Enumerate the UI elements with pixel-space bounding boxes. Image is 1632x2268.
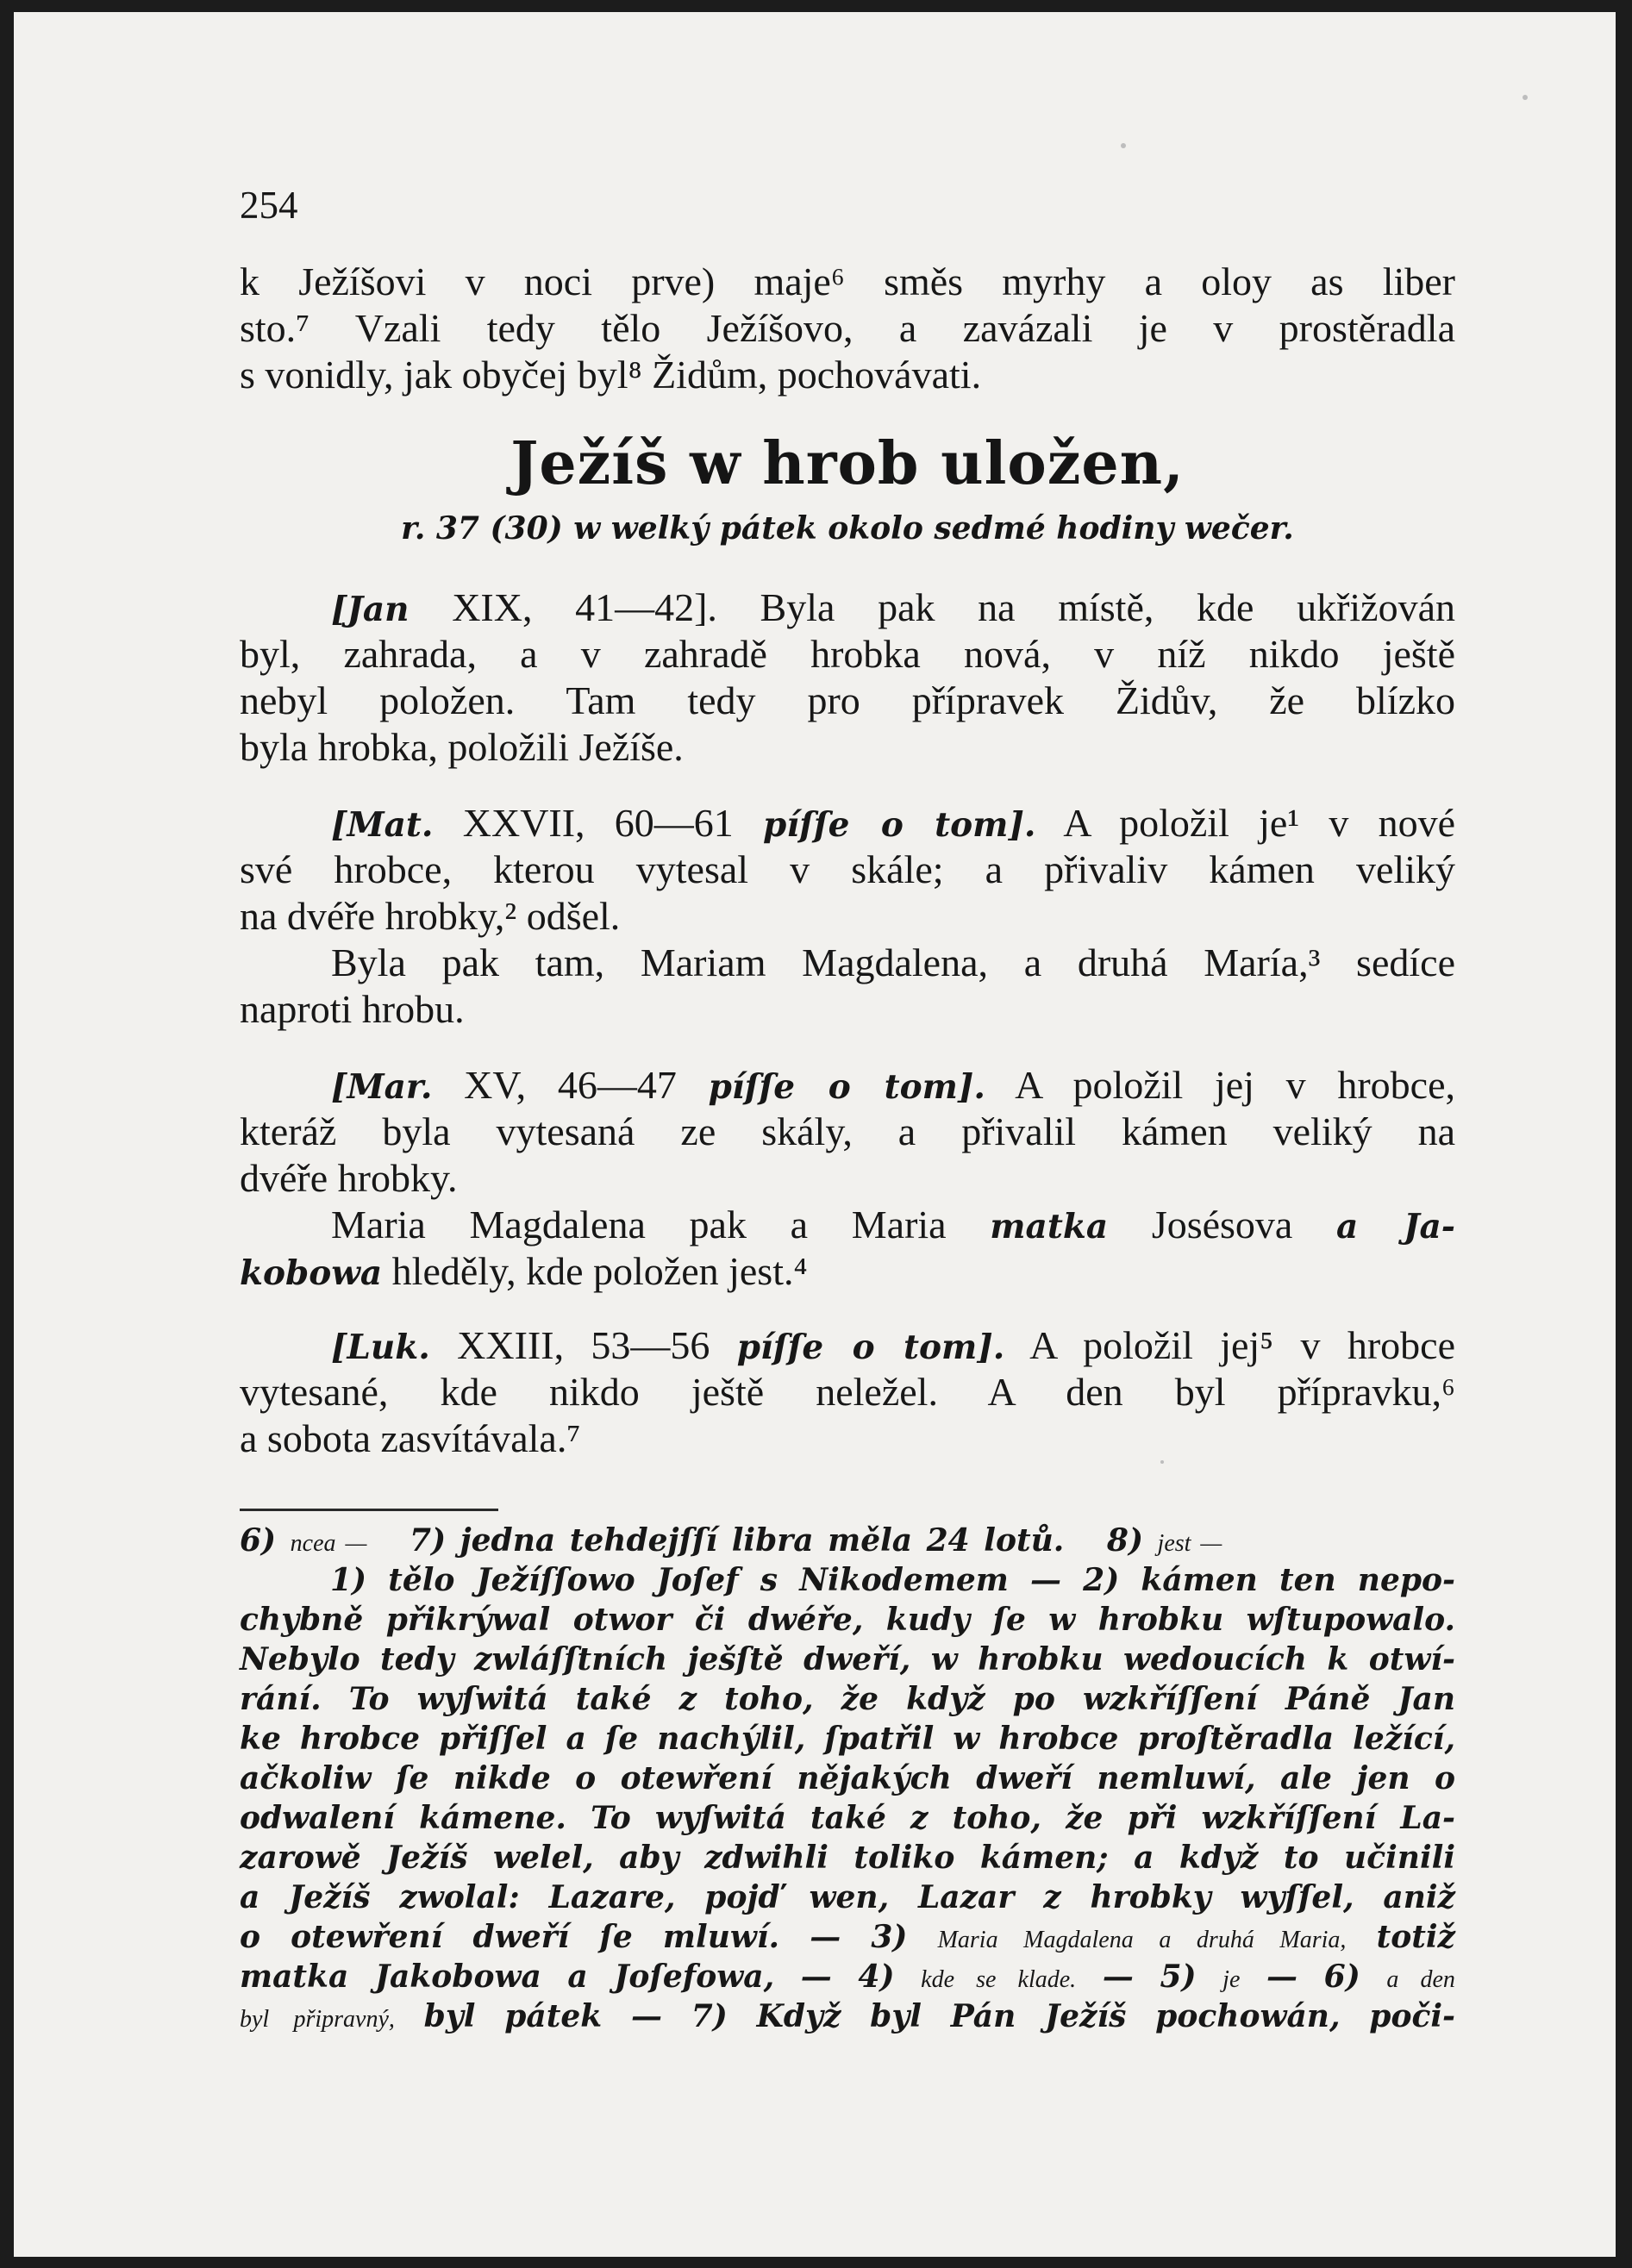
paragraph-mar xyxy=(240,1062,1455,1295)
text-line: dvéře hrobky. xyxy=(240,1156,458,1200)
footnote-text: totiž xyxy=(1376,1919,1455,1955)
text-line: na dvéře hrobky,² odšel. xyxy=(240,894,621,938)
footnote-line: 1) tělo Ježíſſowo Joſef s Nikodemem — 2) kámen ten nepo- xyxy=(330,1562,1455,1598)
speck-mark xyxy=(1523,95,1528,100)
fraktur-word: kobowa xyxy=(240,1253,383,1293)
footnote-text: 7) jedna tehdejſſí libra měla 24 lotů. xyxy=(410,1522,1065,1559)
intro-text xyxy=(240,259,1455,398)
footnote-text: — 6) xyxy=(1266,1959,1360,1995)
citation-ref: [Luk. xyxy=(331,1328,430,1367)
paragraph-mat xyxy=(240,800,1455,1033)
text-line xyxy=(240,1322,1455,1369)
text-line: s vonidly, jak obyčej byl⁸ Židům, pochovávati. xyxy=(240,353,982,397)
footnote-line: a Ježíš zwolal: Lazare, pojď wen, Lazar z hrobky wyſſel, aniž xyxy=(240,1879,1455,1915)
footnotes xyxy=(240,1521,1455,2036)
line-text: hleděly, kde položen jest.⁴ xyxy=(391,1249,808,1293)
text-line: vytesané, kde nikdo ještě neležel. A den byl přípravku,⁶ xyxy=(240,1370,1455,1414)
line-text: Josésova xyxy=(1151,1203,1293,1246)
footnote-line xyxy=(240,1957,1455,1996)
footnote-gloss: je xyxy=(1222,1966,1241,1993)
text-line: a sobota zasvítávala.⁷ xyxy=(240,1416,581,1460)
citation-tail: píſſe o tom]. xyxy=(708,1067,985,1107)
citation-numbers: XV, 46—47 xyxy=(464,1063,677,1107)
footnote-line: Nebylo tedy zwláſſtních ješſtě dweří, w hrobku wedoucích k otwí- xyxy=(240,1641,1455,1678)
footnote-text: jest — xyxy=(1157,1530,1222,1557)
footnote-text: — 5) xyxy=(1102,1959,1197,1995)
text-line: kteráž byla vytesaná ze skály, a přivalil kámen veliký na xyxy=(240,1109,1455,1153)
text-line: byla hrobka, položili Ježíše. xyxy=(240,725,684,769)
footnote-line xyxy=(240,1521,1455,1560)
line-text: A položil je¹ v nové xyxy=(1063,801,1456,845)
fraktur-word: matka xyxy=(990,1207,1109,1246)
text-line: sto.⁷ Vzali tedy tělo Ježíšovo, a zavázali je v prostěradla xyxy=(240,306,1455,350)
fraktur-word: a Ja- xyxy=(1336,1207,1455,1246)
footnote-line xyxy=(240,1917,1455,1957)
text-line xyxy=(240,584,1455,631)
speck-mark xyxy=(1121,143,1126,148)
footnote-text: matka Jakobowa a Joſefowa, — 4) xyxy=(240,1959,895,1995)
citation-tail: píſſe o tom]. xyxy=(763,805,1036,845)
footnote-text: o otewření dweří ſe mluwí. — 3) xyxy=(240,1919,908,1955)
footnote-gloss: a den xyxy=(1386,1966,1455,1993)
footnote-line: odwalení kámene. To wyſwitá také z toho, že při wzkříſſení La- xyxy=(240,1800,1455,1836)
citation-tail: píſſe o tom]. xyxy=(736,1328,1005,1367)
footnote-divider xyxy=(240,1509,498,1511)
text-line: nebyl položen. Tam tedy pro přípravek Židův, že blízko xyxy=(240,678,1455,722)
paragraph-luk xyxy=(240,1322,1455,1462)
footnote-text: ncea — xyxy=(290,1530,367,1557)
citation-numbers: XXIII, 53—56 xyxy=(457,1323,710,1367)
citation-ref: [Mat. xyxy=(331,805,434,845)
line-text: A položil jej⁵ v hrobce xyxy=(1029,1323,1456,1367)
footnote-line: rání. To wyſwitá také z toho, že když po wzkříſſení Páně Jan xyxy=(240,1681,1455,1717)
footnote-line: chybně přikrýwal otwor či dwéře, kudy ſe w hrobku wſtupowalo. xyxy=(240,1602,1455,1638)
text-line xyxy=(240,800,1455,847)
footnote-line: zarowě Ježíš welel, aby zdwihli toliko kámen; a když to učinili xyxy=(240,1840,1455,1876)
text-line: k Ježíšovi v noci prve) maje⁶ směs myrhy a oloy as liber xyxy=(240,259,1455,303)
text-line: naproti hrobu. xyxy=(240,987,465,1031)
text-line xyxy=(240,1202,1455,1248)
line-text: XIX, 41—42]. Byla pak na místě, kde ukřižován xyxy=(452,585,1455,629)
footnote-number: 6) xyxy=(240,1522,277,1559)
footnote-gloss: Maria Magdalena a druhá Maria, xyxy=(937,1927,1347,1953)
footnote-line: ke hrobce přiſſel a ſe nachýlil, ſpatřil w hrobce proſtěradla ležící, xyxy=(240,1721,1455,1757)
footnote-line: ačkoliw ſe nikde o otewření nějakých dweří nemluwí, ale jen o xyxy=(240,1760,1455,1796)
citation-numbers: XXVII, 60—61 xyxy=(462,801,734,845)
footnote-gloss: kde se klade. xyxy=(921,1966,1077,1993)
footnote-number: 8) xyxy=(1106,1522,1143,1559)
text-line: byl, zahrada, a v zahradě hrobka nová, v níž nikdo ještě xyxy=(240,632,1455,676)
footnote-gloss: byl připravný, xyxy=(240,2006,395,2033)
footnote-line xyxy=(240,1996,1455,2036)
text-line: Byla pak tam, Mariam Magdalena, a druhá María,³ sedíce xyxy=(331,940,1455,984)
line-text: A položil jej v hrobce, xyxy=(1015,1063,1455,1107)
page-number: 254 xyxy=(240,184,298,227)
text-line xyxy=(240,1062,1455,1109)
text-line: své hrobce, kterou vytesal v skále; a přivaliv kámen veliký xyxy=(240,847,1455,891)
section-subtitle: r. 37 (30) w welký pátek okolo sedmé hodiny wečer. xyxy=(401,510,1294,547)
line-text: Maria Magdalena pak a Maria xyxy=(331,1203,947,1246)
footnote-text: byl pátek — 7) Když byl Pán Ježíš pochowán, poči- xyxy=(423,1998,1455,2034)
citation-ref: [Mar. xyxy=(331,1067,433,1107)
citation-ref: [Jan xyxy=(331,590,410,629)
scanned-page xyxy=(14,12,1616,2257)
section-title: Ježíš w hrob uložen, xyxy=(510,429,1185,498)
text-line xyxy=(240,1248,1455,1295)
paragraph-jan xyxy=(240,584,1455,771)
